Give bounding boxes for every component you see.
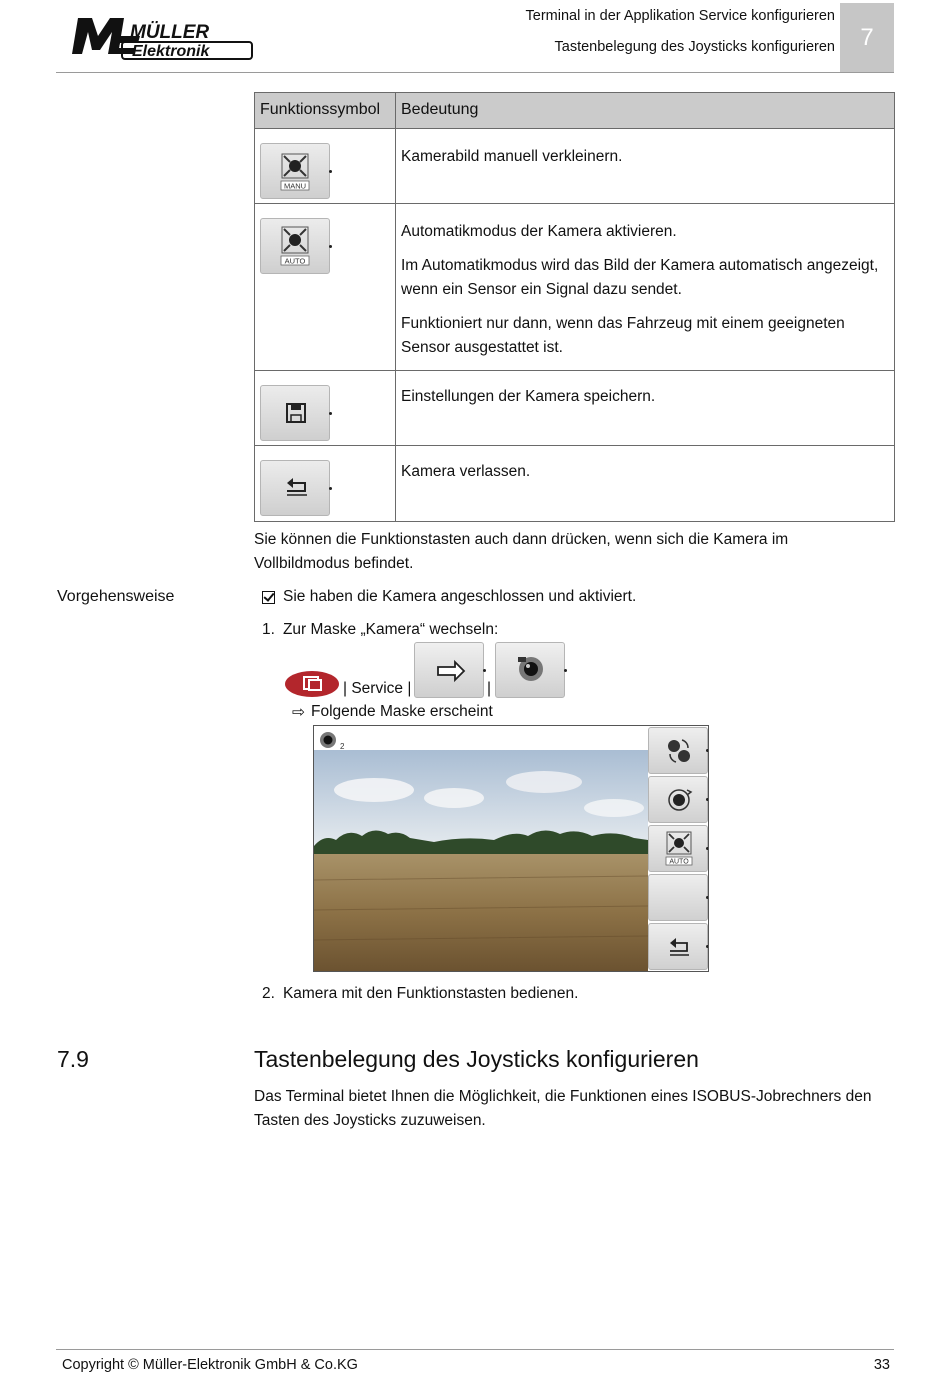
chapter-number-tab: 7 <box>840 3 894 73</box>
camera-zoom-auto-icon <box>260 218 330 274</box>
row-text: Im Automatikmodus wird das Bild der Kamera automatisch angezeigt, wenn ein Sensor ein Signal dazu sendet. <box>401 257 879 298</box>
forward-arrow-icon <box>414 642 484 698</box>
camera-softkey-bar <box>648 726 709 972</box>
fullscreen-note: Sie können die Funktionstasten auch dann drücken, wenn sich die Kamera im Vollbildmodus befindet. <box>254 531 789 572</box>
table-header-row <box>255 93 895 129</box>
empty-softkey[interactable] <box>648 874 708 921</box>
row-text: Kamerabild manuell verkleinern. <box>401 148 623 165</box>
row-text: Kamera verlassen. <box>401 463 531 480</box>
row-text: Automatikmodus der Kamera aktivieren. <box>401 223 677 240</box>
camera-rotate-icon[interactable] <box>648 776 708 823</box>
auto-label: AUTO <box>284 256 306 266</box>
copyright: Copyright © Müller-Elektronik GmbH & Co.KG <box>62 1357 358 1373</box>
return-arrow-icon <box>260 460 330 516</box>
result-text: Folgende Maske erscheint <box>311 703 493 720</box>
step-text: Kamera mit den Funktionstasten bedienen. <box>282 985 579 1002</box>
menu-button-icon <box>285 671 339 697</box>
camera-auto-icon[interactable] <box>648 825 708 872</box>
procedure-label: Vorgehensweise <box>57 588 175 605</box>
camera-switch-icon[interactable] <box>648 727 708 774</box>
page-number: 33 <box>873 1357 890 1373</box>
camera-live-image <box>314 750 648 972</box>
row-text: Einstellungen der Kamera speichern. <box>401 388 656 405</box>
section-number: 7.9 <box>57 1046 89 1072</box>
step-number: 1. <box>262 621 275 638</box>
table-row <box>255 204 895 371</box>
manu-label: MANU <box>283 181 307 191</box>
section-body: Das Terminal bietet Ihnen die Möglichkeit, die Funktionen eines ISOBUS-Jobrechners den Tasten des Joysticks zuzuweisen. <box>254 1088 872 1129</box>
camera-screen <box>313 725 709 972</box>
logo-text-bottom: Elektronik <box>132 43 210 60</box>
return-arrow-icon[interactable] <box>648 923 708 970</box>
camera-app-icon <box>495 642 565 698</box>
path-service-text: | Service | <box>343 680 412 697</box>
header-section-title: Tastenbelegung des Joysticks konfigurieren <box>554 39 835 55</box>
table-row <box>255 446 895 522</box>
step-text: Zur Maske „Kamera“ wechseln: <box>282 621 499 638</box>
table-row <box>255 129 895 204</box>
step-1 <box>262 621 498 639</box>
footer-divider <box>56 1349 894 1350</box>
column-header-symbol: Funktionssymbol <box>255 93 396 129</box>
step-number: 2. <box>262 985 275 1002</box>
table-row <box>255 371 895 446</box>
mueller-elektronik-logo <box>68 12 254 64</box>
section-title: Tastenbelegung des Joysticks konfigurieren <box>254 1046 699 1072</box>
column-header-meaning: Bedeutung <box>396 93 895 129</box>
precondition <box>262 588 636 606</box>
floppy-save-icon <box>260 385 330 441</box>
logo-text-top: MÜLLER <box>130 22 210 43</box>
checkbox-icon <box>262 591 275 604</box>
row-text: Funktioniert nur dann, wenn das Fahrzeug mit einem geeigneten Sensor ausgestattet ist. <box>401 315 845 356</box>
softkey-auto-label: AUTO <box>669 858 689 866</box>
camera-number: 2 <box>340 742 345 750</box>
result-arrow-icon: ⇨ <box>292 704 305 721</box>
precondition-text: Sie haben die Kamera angeschlossen und aktiviert. <box>283 588 637 605</box>
result-line <box>292 703 493 722</box>
function-symbol-table <box>254 92 895 522</box>
header-divider <box>56 72 894 73</box>
path-separator: | <box>487 680 492 697</box>
camera-zoom-out-manu-icon <box>260 143 330 199</box>
header-chapter-title: Terminal in der Applikation Service konfigurieren <box>525 8 835 24</box>
step-2 <box>262 985 578 1003</box>
camera-number-badge <box>316 728 346 754</box>
